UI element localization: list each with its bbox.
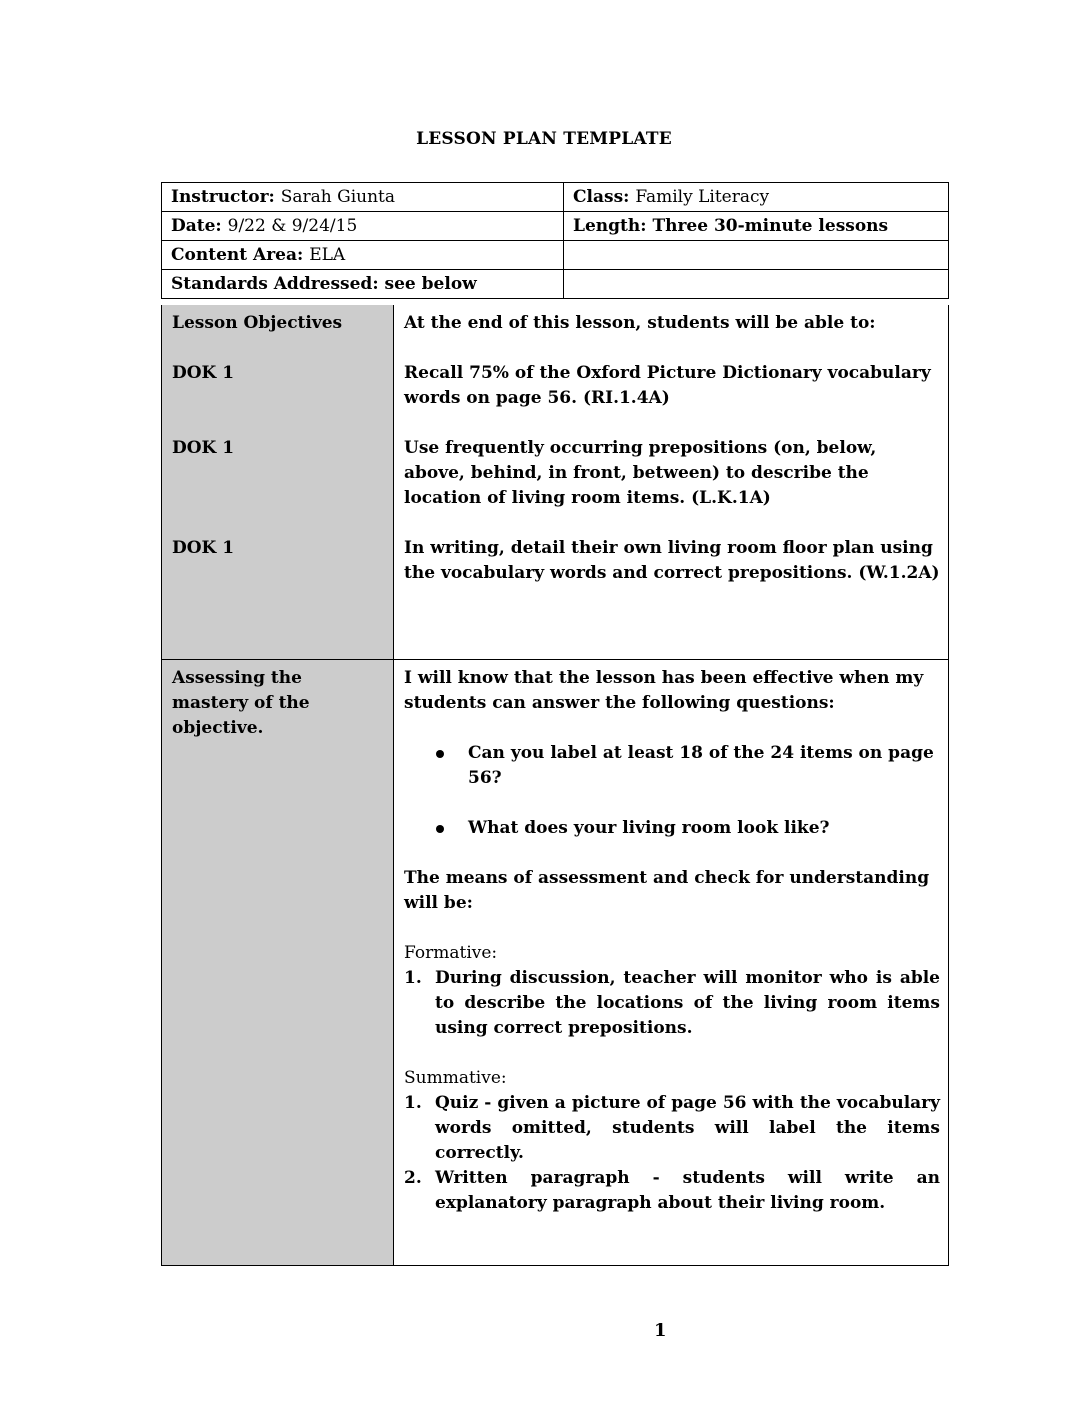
list-item: Can you label at least 18 of the 24 items on page 56? (468, 741, 940, 791)
instructor-label: Instructor: (171, 187, 275, 207)
assessment-heading: Assessing the mastery of the objective. (172, 668, 310, 738)
objective-post: 75% of the Oxford Picture Dictionary vocabulary words on page 56. (RI.1.4A) (404, 363, 931, 408)
list-item: 1. During discussion, teacher will monitor who is able to describe the locations of the living room items using correct prepositions. (404, 968, 940, 1038)
content-area-cell (162, 241, 564, 270)
objective-verb: Recall (404, 363, 464, 383)
list-item: What does your living room look like? (468, 816, 940, 841)
content-area-label: Content Area: (171, 245, 304, 265)
summative-text: Quiz - given a picture of page 56 with the vocabulary words omitted, students will label the items correctly. (435, 1093, 940, 1163)
empty-cell (564, 270, 949, 299)
summative-text: Written paragraph - students will write an explanatory paragraph about their living room. (435, 1168, 940, 1213)
date-label: Date: (171, 216, 222, 236)
length-label: Length: (573, 216, 647, 236)
class-cell (564, 183, 949, 212)
list-item: 1. Quiz - given a picture of page 56 with the vocabulary words omitted, students will label the items correctly. (404, 1093, 940, 1163)
formative-list (404, 966, 940, 1041)
class-value: Family Literacy (635, 187, 770, 207)
assessment-right-column (394, 660, 948, 1265)
objective-item (404, 536, 940, 586)
assessment-means: The means of assessment and check for understanding will be: (404, 868, 930, 913)
date-value: 9/22 & 9/24/15 (227, 216, 358, 236)
dok-label: DOK 1 (172, 438, 235, 458)
instructor-cell (162, 183, 564, 212)
standards-label: Standards Addressed: (171, 274, 379, 294)
assessment-intro: I will know that the lesson has been effective when my students can answer the following questions: (404, 668, 924, 713)
objective-pre: Use frequently occurring prepositions (on, below, above, behind, in front, between) to (404, 438, 877, 483)
instructor-value: Sarah Giunta (280, 187, 396, 207)
class-label: Class: (573, 187, 630, 207)
summative-list (404, 1091, 940, 1216)
formative-label: Formative: (404, 943, 498, 963)
objective-verb: detail (510, 538, 566, 558)
summative-label: Summative: (404, 1068, 507, 1088)
header-table (161, 182, 949, 299)
objective-verb: describe (751, 463, 832, 483)
objective-post: their own living room floor plan using the vocabulary words and correct prepositions. (W.1.2A) (404, 538, 940, 583)
formative-text: During discussion, teacher will monitor who is able to describe the locations of the living room items using correct prepositions. (435, 968, 940, 1038)
objectives-left-column (162, 305, 394, 659)
length-value: Three 30-minute lessons (652, 216, 889, 236)
date-cell (162, 212, 564, 241)
assessment-left-column (162, 660, 394, 1265)
objective-post: the location of living room items. (L.K.1A) (404, 463, 869, 508)
length-cell (564, 212, 949, 241)
standards-cell (162, 270, 564, 299)
dok-label: DOK 1 (172, 538, 235, 558)
list-item: 2. Written paragraph - students will write an explanatory paragraph about their living room. (404, 1168, 940, 1213)
objectives-section (161, 305, 949, 660)
standards-value: see below (384, 274, 477, 294)
objectives-intro: At the end of this lesson, students will be able to: (404, 313, 876, 333)
objectives-right-column (394, 305, 948, 659)
page-number: 1 (654, 1320, 667, 1341)
objective-item (404, 361, 940, 411)
objective-pre: In writing, (404, 538, 511, 558)
dok-label: DOK 1 (172, 363, 235, 383)
empty-cell (564, 241, 949, 270)
question-list (404, 741, 940, 841)
objectives-heading: Lesson Objectives (172, 313, 343, 333)
content-area-value: ELA (309, 245, 346, 265)
objective-item (404, 436, 940, 511)
assessment-section (161, 659, 949, 1266)
document-title: LESSON PLAN TEMPLATE (416, 129, 672, 149)
